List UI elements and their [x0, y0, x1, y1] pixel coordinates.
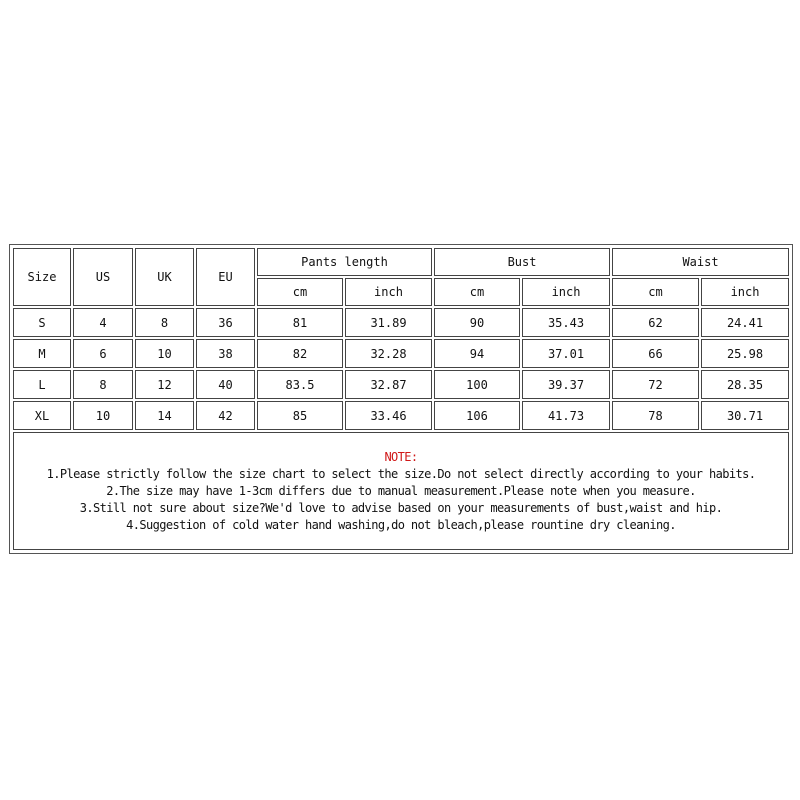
table-cell: 42: [196, 401, 255, 430]
table-cell: S: [13, 308, 71, 337]
header-size: Size: [13, 248, 71, 306]
note-line: 2.The size may have 1-3cm differs due to manual measurement.Please note when you measure.: [106, 483, 696, 498]
table-cell: 72: [612, 370, 699, 399]
subheader-inch: inch: [345, 278, 432, 306]
subheader-inch: inch: [522, 278, 610, 306]
table-cell: XL: [13, 401, 71, 430]
subheader-inch: inch: [701, 278, 789, 306]
table-cell: 28.35: [701, 370, 789, 399]
table-cell: 30.71: [701, 401, 789, 430]
header-bust: Bust: [434, 248, 610, 276]
table-cell: 8: [73, 370, 133, 399]
table-cell: 14: [135, 401, 194, 430]
table-cell: 37.01: [522, 339, 610, 368]
table-cell: 83.5: [257, 370, 343, 399]
header-waist: Waist: [612, 248, 789, 276]
subheader-cm: cm: [257, 278, 343, 306]
table-cell: 81: [257, 308, 343, 337]
subheader-cm: cm: [612, 278, 699, 306]
table-cell: 39.37: [522, 370, 610, 399]
table-row: [13, 308, 789, 337]
table-cell: 24.41: [701, 308, 789, 337]
table-cell: 4: [73, 308, 133, 337]
table-cell: 32.87: [345, 370, 432, 399]
table-cell: 36: [196, 308, 255, 337]
table-cell: 94: [434, 339, 520, 368]
table-cell: 6: [73, 339, 133, 368]
table-cell: 10: [73, 401, 133, 430]
table-cell: 31.89: [345, 308, 432, 337]
table-cell: 41.73: [522, 401, 610, 430]
table-cell: 25.98: [701, 339, 789, 368]
table-cell: 33.46: [345, 401, 432, 430]
note-title: NOTE:: [384, 449, 418, 464]
table-cell: 66: [612, 339, 699, 368]
table-cell: 106: [434, 401, 520, 430]
size-table: [11, 246, 791, 552]
note-line: 3.Still not sure about size?We'd love to advise based on your measurements of bust,waist and hip.: [79, 500, 723, 515]
table-cell: M: [13, 339, 71, 368]
size-chart: [9, 244, 793, 554]
table-cell: 32.28: [345, 339, 432, 368]
table-cell: 35.43: [522, 308, 610, 337]
table-cell: 82: [257, 339, 343, 368]
subheader-cm: cm: [434, 278, 520, 306]
table-cell: L: [13, 370, 71, 399]
table-row: [13, 339, 789, 368]
table-cell: 38: [196, 339, 255, 368]
header-uk: UK: [135, 248, 194, 306]
note-box: [13, 432, 789, 550]
table-row: [13, 370, 789, 399]
table-cell: 12: [135, 370, 194, 399]
header-us: US: [73, 248, 133, 306]
header-pants-length: Pants length: [257, 248, 432, 276]
header-eu: EU: [196, 248, 255, 306]
table-cell: 100: [434, 370, 520, 399]
table-cell: 90: [434, 308, 520, 337]
table-cell: 10: [135, 339, 194, 368]
note-line: 4.Suggestion of cold water hand washing,do not bleach,please rountine dry cleaning.: [126, 517, 676, 532]
table-cell: 62: [612, 308, 699, 337]
table-row: [13, 401, 789, 430]
note-line: 1.Please strictly follow the size chart to select the size.Do not select directly according to your habits.: [46, 466, 756, 481]
table-cell: 40: [196, 370, 255, 399]
table-cell: 78: [612, 401, 699, 430]
table-cell: 8: [135, 308, 194, 337]
table-cell: 85: [257, 401, 343, 430]
